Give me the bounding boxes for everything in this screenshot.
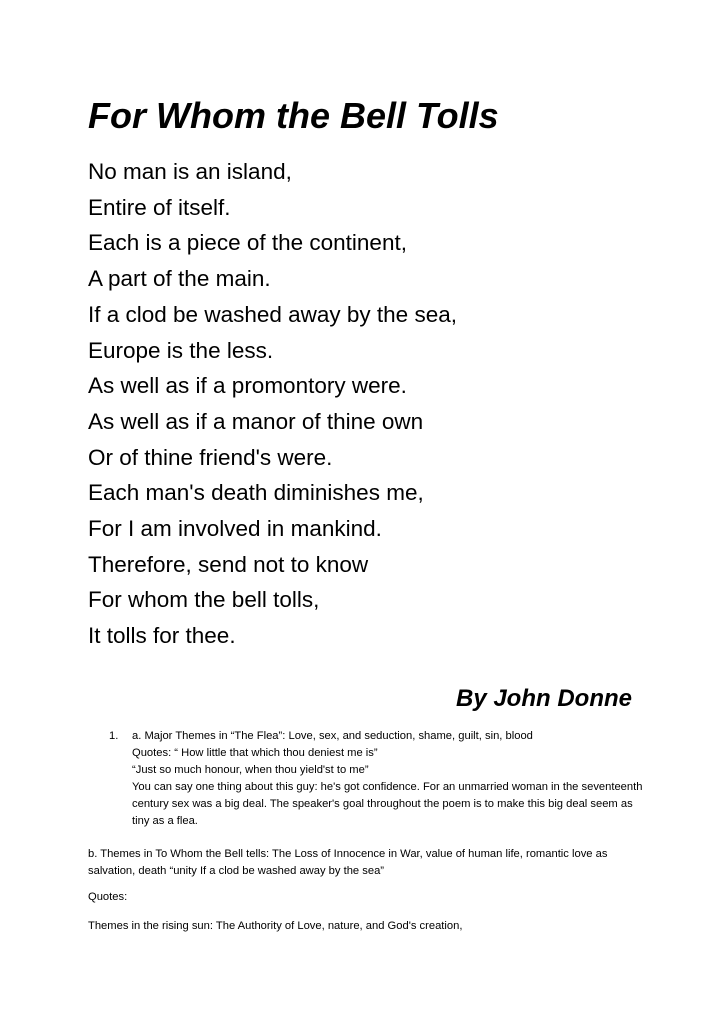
poem-line: Therefore, send not to know — [88, 551, 369, 577]
poem-line: As well as if a manor of thine own — [88, 408, 424, 434]
commentary-paragraph: You can say one thing about this guy: he's got confidence. For an unmarried woman in the seventeenth century sex was a big deal. The speaker's goal throughout the poem is to make this big deal seem as tiny as a flea. — [132, 781, 643, 827]
poem-line: For whom the bell tolls, — [88, 587, 320, 613]
themes-flea: a. Major Themes in “The Flea”: Love, sex, and seduction, shame, guilt, sin, blood — [132, 730, 533, 742]
poem-line: No man is an island, — [88, 159, 292, 184]
quote-line: “Just so much honour, when thou yield'st to me” — [132, 764, 369, 776]
themes-rising-sun-paragraph: Themes in the rising sun: The Authority of Love, nature, and God's creation, — [88, 920, 463, 932]
poem-line: Each is a piece of the continent, — [88, 230, 407, 256]
poem-line: Entire of itself. — [88, 194, 231, 220]
poem-line: It tolls for thee. — [88, 623, 236, 649]
poem-line: For I am involved in mankind. — [88, 516, 382, 542]
poem-body — [88, 154, 457, 654]
poem-line: Europe is the less. — [88, 337, 274, 363]
quotes-label: Quotes: — [88, 891, 128, 903]
poem-line: If a clod be washed away by the sea, — [88, 301, 457, 327]
list-item-number: 1. — [109, 730, 119, 742]
list-item — [88, 728, 648, 830]
poem-line: As well as if a promontory were. — [88, 373, 407, 399]
poem-line: Each man's death diminishes me, — [88, 480, 424, 506]
poem-line: Or of thine friend's were. — [88, 444, 333, 470]
quote-line: Quotes: “ How little that which thou deniest me is” — [132, 747, 378, 759]
themes-bell-paragraph: b. Themes in To Whom the Bell tells: The Loss of Innocence in War, value of human life, romantic love as salvation, death “unity If a clod be washed away by the sea” — [88, 848, 608, 877]
author-byline: By John Donne — [455, 685, 632, 712]
notes-list — [88, 728, 648, 830]
poem-title: For Whom the Bell Tolls — [88, 95, 499, 136]
poem-line: A part of the main. — [88, 266, 271, 292]
